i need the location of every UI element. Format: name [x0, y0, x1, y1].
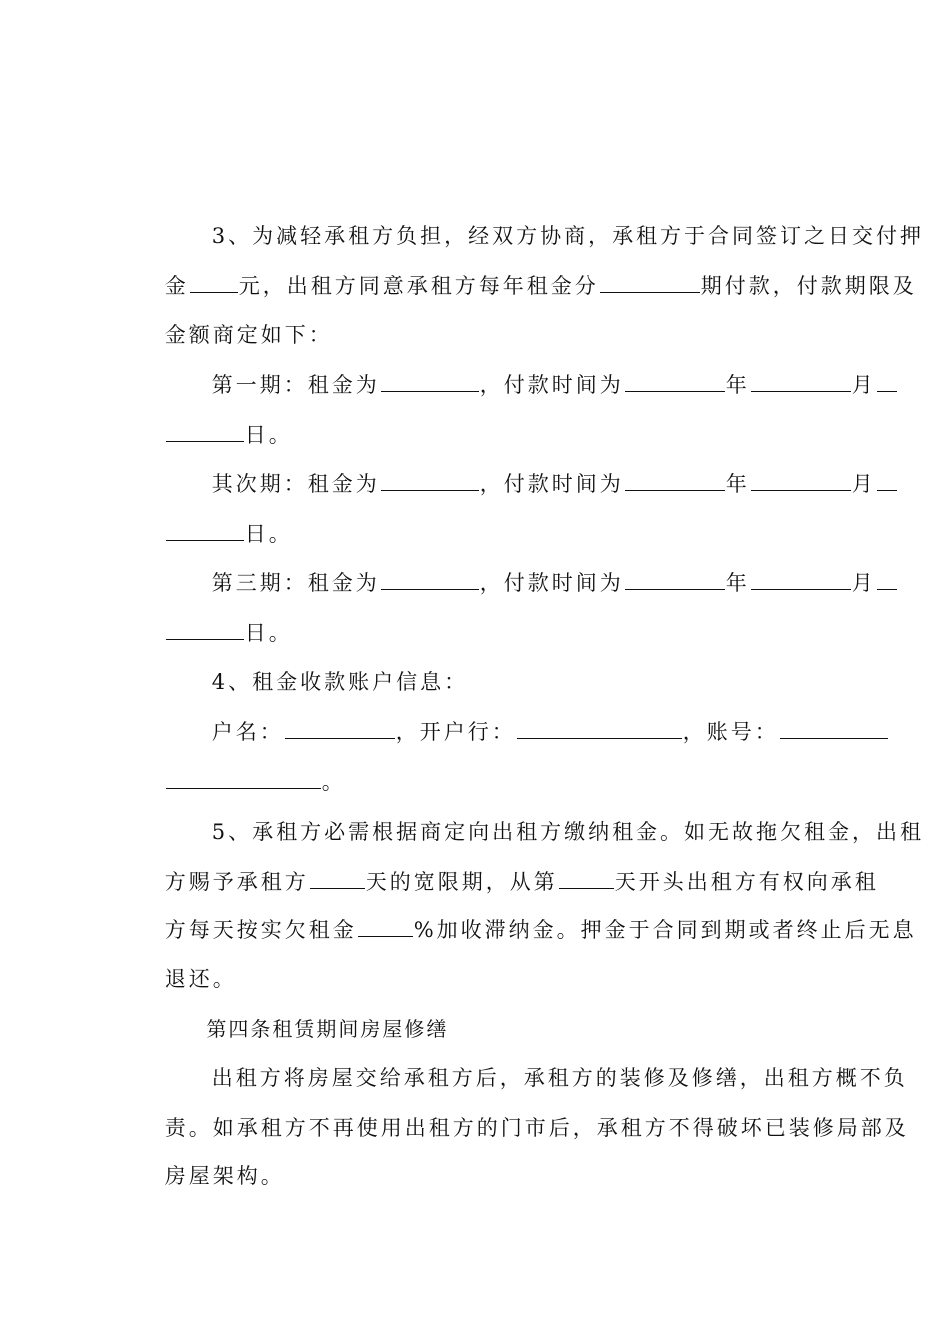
- article4-line2: 责。如承租方不再使用出租方的门市后，承租方不得破坏已装修局部及: [164, 1116, 909, 1140]
- deposit-blank: [190, 272, 238, 293]
- day-blank: [877, 371, 897, 392]
- rent-blank: [381, 470, 479, 491]
- period1-line1: 第一期：租金为 ，付款时间为 年 月: [173, 343, 898, 427]
- article4-line3: 房屋架构。: [164, 1164, 285, 1188]
- clause4-title: 4、租金收款账户信息：: [211, 670, 469, 694]
- clause3-line2: 金 元，出租方同意承租方每年租金分 期付款，付款期限及: [164, 274, 917, 298]
- article4-heading: 第四条租赁期间房屋修缮: [206, 1017, 449, 1041]
- grace-days-blank: [310, 868, 365, 889]
- period2-line1: 其次期：租金为 ，付款时间为 年 月: [173, 442, 898, 526]
- bank-blank: [517, 718, 682, 739]
- rent-blank: [381, 371, 479, 392]
- day-blank: [166, 619, 244, 640]
- clause5-line1: 5、承租方必需根据商定向出租方缴纳租金。如无故拖欠租金，出租: [211, 820, 925, 844]
- period3-line1: 第三期：租金为 ，付款时间为 年 月: [173, 541, 898, 625]
- day-blank: [877, 569, 897, 590]
- installments-blank: [600, 272, 700, 293]
- article4-line1: 出租方将房屋交给承租方后，承租方的装修及修缮，出租方概不负: [211, 1066, 908, 1090]
- month-blank: [751, 371, 851, 392]
- year-blank: [625, 470, 725, 491]
- clause3-line1: 3、为减轻承租方负担，经双方协商，承租方于合同签订之日交付押: [211, 224, 925, 248]
- day-blank: [877, 470, 897, 491]
- clause5-line3: 方每天按实欠租金 %加收滞纳金。押金于合同到期或者终止后无息: [164, 918, 917, 942]
- month-blank: [751, 470, 851, 491]
- account-name-blank: [285, 718, 395, 739]
- year-blank: [625, 371, 725, 392]
- year-blank: [625, 569, 725, 590]
- clause5-line2: 方赐予承租方 天的宽限期，从第 天开头出租方有权向承租: [164, 870, 879, 894]
- day-blank: [166, 421, 244, 442]
- account-number-blank: [780, 718, 888, 739]
- start-day-blank: [559, 868, 614, 889]
- late-fee-rate-blank: [358, 916, 413, 937]
- month-blank: [751, 569, 851, 590]
- day-blank: [166, 520, 244, 541]
- clause5-line4: 退还。: [164, 967, 237, 991]
- clause4-account-line2: 。: [126, 740, 346, 824]
- period2-line2: 日。: [126, 492, 293, 576]
- account-number-blank: [166, 768, 321, 789]
- period1-line2: 日。: [126, 393, 293, 477]
- clause4-account-line: 户名： ，开户行： ，账号：: [173, 690, 889, 774]
- period3-line2: 日。: [126, 591, 293, 675]
- clause3-line3: 金额商定如下：: [164, 323, 333, 347]
- rent-blank: [381, 569, 479, 590]
